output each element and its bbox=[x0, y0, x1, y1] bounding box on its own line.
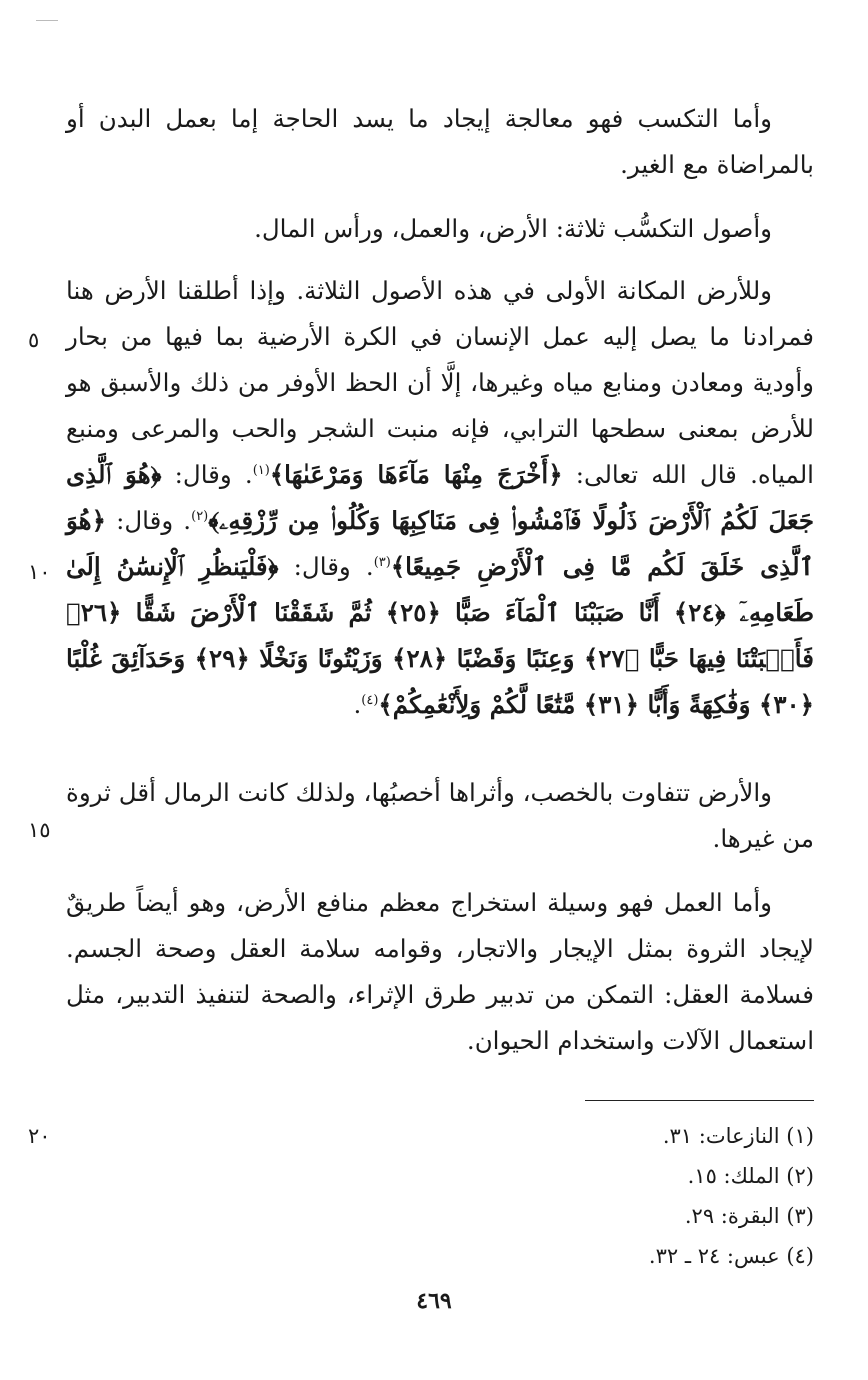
footnote-ref: (١) bbox=[252, 462, 270, 478]
line-number: ١٠ bbox=[28, 560, 51, 584]
footnote-ref: (٣) bbox=[373, 554, 391, 570]
quran-quote: ﴿هُوَ ٱلَّذِى جَعَلَ لَكُمُ ٱلْأَرْضَ ذَلُولًا فَٱمْشُوا۟ فِى مَنَاكِبِهَا وَكُلُوا۟ مِن رِّزْقِهِۦ﴾ bbox=[66, 460, 814, 535]
footnote: (٤) عبس: ٢٤ ـ ٣٢. bbox=[648, 1244, 814, 1268]
text-segment: . bbox=[353, 690, 362, 719]
paragraph-text: وأما التكسب فهو معالجة إيجاد ما يسد الحاجة إما بعمل البدن أو بالمراضاة مع الغير. bbox=[66, 104, 814, 179]
paragraph-text: وأما العمل فهو وسيلة استخراج معظم منافع الأرض، وهو أيضاً طريقٌ لإيجاد الثروة بمثل الإيجار والاتجار، وقوامه سلامة العقل وصحة الجسم. فسلامة العقل: التمكن من تدبير طرق الإثراء، والصحة لتنفيذ التدبير، مثل استعمال الآلات واستخدام الحيوان. bbox=[66, 888, 814, 1055]
paragraph-foundations bbox=[66, 206, 814, 252]
line-number: ٢٠ bbox=[28, 1124, 51, 1148]
footnote-ref: (٤) bbox=[361, 692, 379, 708]
paragraph-text bbox=[66, 268, 814, 728]
line-number: ٥ bbox=[28, 328, 40, 352]
paragraph-land bbox=[66, 268, 814, 728]
text-segment: وللأرض المكانة الأولى في هذه الأصول الثلاثة. وإذا أطلقنا الأرض هنا فمرادنا ما يصل إليه عمل الإنسان في الكرة الأرضية بما فيها من بحار وأودية ومعادن ومنابع مياه وغيرها، إلَّا أن الحظ الأوفر من ذلك والأسبق هو للأرض بمعنى سطحها الترابي، فإنه منبت الشجر والحب والمرعى ومنبع المياه. قال الله تعالى: bbox=[66, 276, 814, 489]
paragraph-text: وأصول التكسُّب ثلاثة: الأرض، والعمل، ورأس المال. bbox=[254, 214, 772, 243]
paragraph-fertility bbox=[66, 770, 814, 862]
paragraph-earning bbox=[66, 96, 814, 188]
scan-mark bbox=[36, 20, 58, 21]
line-number: ١٥ bbox=[28, 818, 51, 842]
text-segment: . وقال: bbox=[278, 552, 374, 581]
quran-quote: ﴿فَلْيَنظُرِ ٱلْإِنسَٰنُ إِلَىٰ طَعَامِهِۦٓ ﴿٢٤﴾ أَنَّا صَبَبْنَا ٱلْمَآءَ صَبًّا ﴿٢٥﴾ ثُمَّ شَقَقْنَا ٱلْأَرْضَ شَقًّا ﴿٢٦﴾ فَأَنۢبَتْنَا فِيهَا حَبًّا ﴿٢٧﴾ وَعِنَبًا وَقَضْبًا ﴿٢٨﴾ وَزَيْتُونًا وَنَخْلًا ﴿٢٩﴾ وَحَدَآئِقَ غُلْبًا ﴿٣٠﴾ وَفَٰكِهَةً وَأَبًّا ﴿٣١﴾ مَّتَٰعًا لَّكُمْ وَلِأَنْعَٰمِكُمْ﴾ bbox=[66, 552, 814, 719]
quran-quote: ﴿أَخْرَجَ مِنْهَا مَآءَهَا وَمَرْعَىٰهَا﴾ bbox=[269, 460, 563, 489]
footnote-ref: (٢) bbox=[191, 508, 209, 524]
page-number: ٤٦٩ bbox=[416, 1288, 452, 1314]
footnote-divider bbox=[585, 1100, 814, 1101]
footnotes bbox=[300, 1116, 814, 1276]
paragraph-labor bbox=[66, 880, 814, 1064]
quran-quote: ﴿هُوَ ٱلَّذِى خَلَقَ لَكُم مَّا فِى ٱلْأَرْضِ جَمِيعًا﴾ bbox=[66, 506, 814, 581]
footnote: (٢) الملك: ١٥. bbox=[687, 1164, 814, 1188]
paragraph-text: والأرض تتفاوت بالخصب، وأثراها أخصبُها، ولذلك كانت الرمال أقل ثروة من غيرها. bbox=[66, 778, 814, 853]
footnote: (٣) البقرة: ٢٩. bbox=[684, 1204, 814, 1228]
text-segment: . وقال: bbox=[105, 506, 192, 535]
footnote: (١) النازعات: ٣١. bbox=[662, 1124, 814, 1148]
text-segment: . وقال: bbox=[161, 460, 253, 489]
